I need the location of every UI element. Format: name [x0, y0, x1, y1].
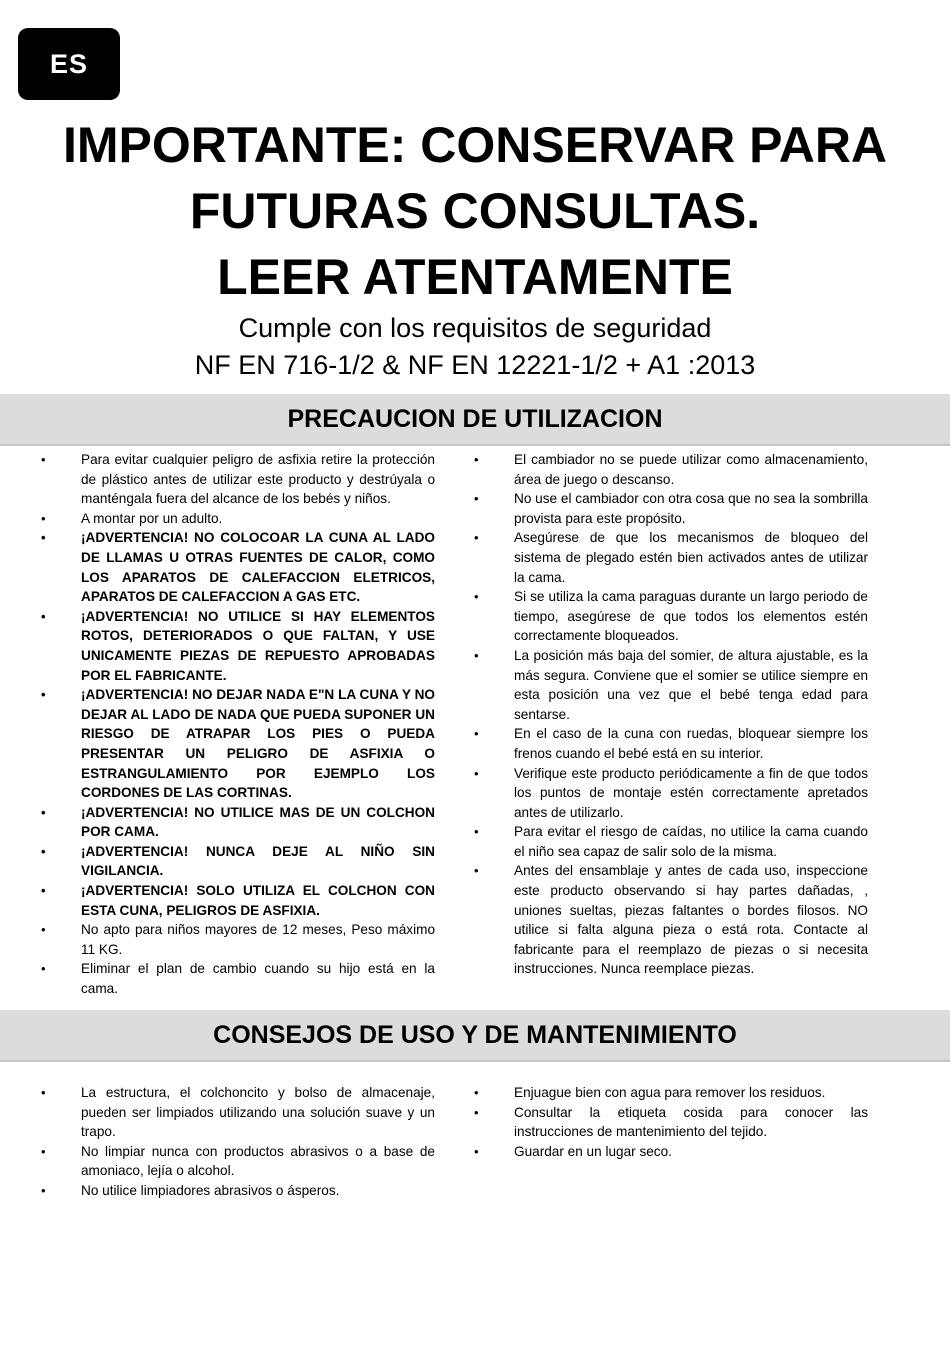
precaucion-list-right — [474, 450, 868, 979]
warning-item: • ¡ADVERTENCIA! NO COLOCOAR LA CUNA AL LADO DE LLAMAS U OTRAS FUENTES DE CALOR, COMO LOS APARATOS DE CALEFACCION ELETRICOS, APARATOS DE CALEFACCION A GAS ETC. — [41, 528, 435, 606]
precaucion-list-left — [41, 450, 435, 999]
warning-item: • ¡ADVERTENCIA! SOLO UTILIZA EL COLCHON CON ESTA CUNA, PELIGROS DE ASFIXIA. — [41, 881, 435, 920]
list-item: • Consultar la etiqueta cosida para conocer las instrucciones de mantenimiento del tejido. — [474, 1103, 868, 1142]
list-item: • Antes del ensamblaje y antes de cada uso, inspeccione este producto observando si hay partes dañadas, , uniones sueltas, piezas faltantes o bordes filosos. NO utilice si falta alguna pieza o está rota. Contacte al fabricante para el reemplazo de piezas o si necesita instrucciones. Nunca reemplace piezas. — [474, 861, 868, 979]
language-badge: ES — [18, 28, 120, 100]
list-item: • Eliminar el plan de cambio cuando su hijo está en la cama. — [41, 959, 435, 998]
list-item: • No limpiar nunca con productos abrasivos o a base de amoniaco, lejía o alcohol. — [41, 1142, 435, 1181]
list-item: • Si se utiliza la cama paraguas durante un largo periodo de tiempo, asegúrese de que todos los elementos estén correctamente bloqueados. — [474, 587, 868, 646]
page-subtitle — [0, 310, 950, 384]
title-line-2: FUTURAS CONSULTAS. — [189, 183, 761, 239]
list-item: • La estructura, el colchoncito y bolso de almacenaje, pueden ser limpiados utilizando una solución suave y un trapo. — [41, 1083, 435, 1142]
list-item: • El cambiador no se puede utilizar como almacenamiento, área de juego o descanso. — [474, 450, 868, 489]
list-item: • Verifique este producto periódicamente a fin de que todos los puntos de montaje estén correctamente apretados antes de utilizarlo. — [474, 764, 868, 823]
list-item: • Asegúrese de que los mecanismos de bloqueo del sistema de plegado estén bien activados antes de utilizar la cama. — [474, 528, 868, 587]
list-item: • Para evitar cualquier peligro de asfixia retire la protección de plástico antes de utilizar este producto y destrúyala o manténgala fuera del alcance de los bebés y niños. — [41, 450, 435, 509]
list-item: • La posición más baja del somier, de altura ajustable, es la más segura. Conviene que el somier se utilice siempre en esta posición una vez que el bebé tenga edad para sentarse. — [474, 646, 868, 724]
warning-item: • ¡ADVERTENCIA! NO UTILICE SI HAY ELEMENTOS ROTOS, DETERIORADOS O QUE FALTAN, Y USE UNICAMENTE PIEZAS DE REPUESTO APROBADAS POR EL FABRICANTE. — [41, 607, 435, 685]
title-line-1: IMPORTANTE: CONSERVAR PARA — [62, 117, 888, 173]
list-item: • En el caso de la cuna con ruedas, bloquear siempre los frenos cuando el bebé está en su interior. — [474, 724, 868, 763]
warning-item: • ¡ADVERTENCIA! NUNCA DEJE AL NIÑO SIN VIGILANCIA. — [41, 842, 435, 881]
warning-item: • ¡ADVERTENCIA! NO DEJAR NADA E"N LA CUNA Y NO DEJAR AL LADO DE NADA QUE PUEDA SUPONER UN RIESGO DE ATRAPAR LOS PIES O PUEDA PRESENTAR UN PELIGRO DE ASFIXIA O ESTRANGULAMIENTO POR EJEMPLO LOS CORDONES DE LAS CORTINAS. — [41, 685, 435, 803]
list-item: • Enjuague bien con agua para remover los residuos. — [474, 1083, 868, 1103]
warning-item: • ¡ADVERTENCIA! NO UTILICE MAS DE UN COLCHON POR CAMA. — [41, 803, 435, 842]
consejos-list-left — [41, 1083, 435, 1201]
subtitle-line-1: Cumple con los requisitos de seguridad — [238, 313, 712, 343]
page-title — [0, 112, 950, 310]
title-line-3: LEER ATENTAMENTE — [217, 249, 733, 305]
subtitle-line-2: NF EN 716-1/2 & NF EN 12221-1/2 + A1 :2013 — [194, 350, 756, 380]
list-item: • Guardar en un lugar seco. — [474, 1142, 868, 1162]
list-item: • No use el cambiador con otra cosa que no sea la sombrilla provista para este propósito. — [474, 489, 868, 528]
section-heading-consejos: CONSEJOS DE USO Y DE MANTENIMIENTO — [0, 1010, 950, 1062]
section-heading-precaucion: PRECAUCION DE UTILIZACION — [0, 394, 950, 446]
list-item: • No utilice limpiadores abrasivos o ásperos. — [41, 1181, 435, 1201]
list-item: • Para evitar el riesgo de caídas, no utilice la cama cuando el niño sea capaz de salir solo de la misma. — [474, 822, 868, 861]
list-item: • A montar por un adulto. — [41, 509, 435, 529]
list-item: • No apto para niños mayores de 12 meses, Peso máximo 11 KG. — [41, 920, 435, 959]
consejos-list-right — [474, 1083, 868, 1161]
